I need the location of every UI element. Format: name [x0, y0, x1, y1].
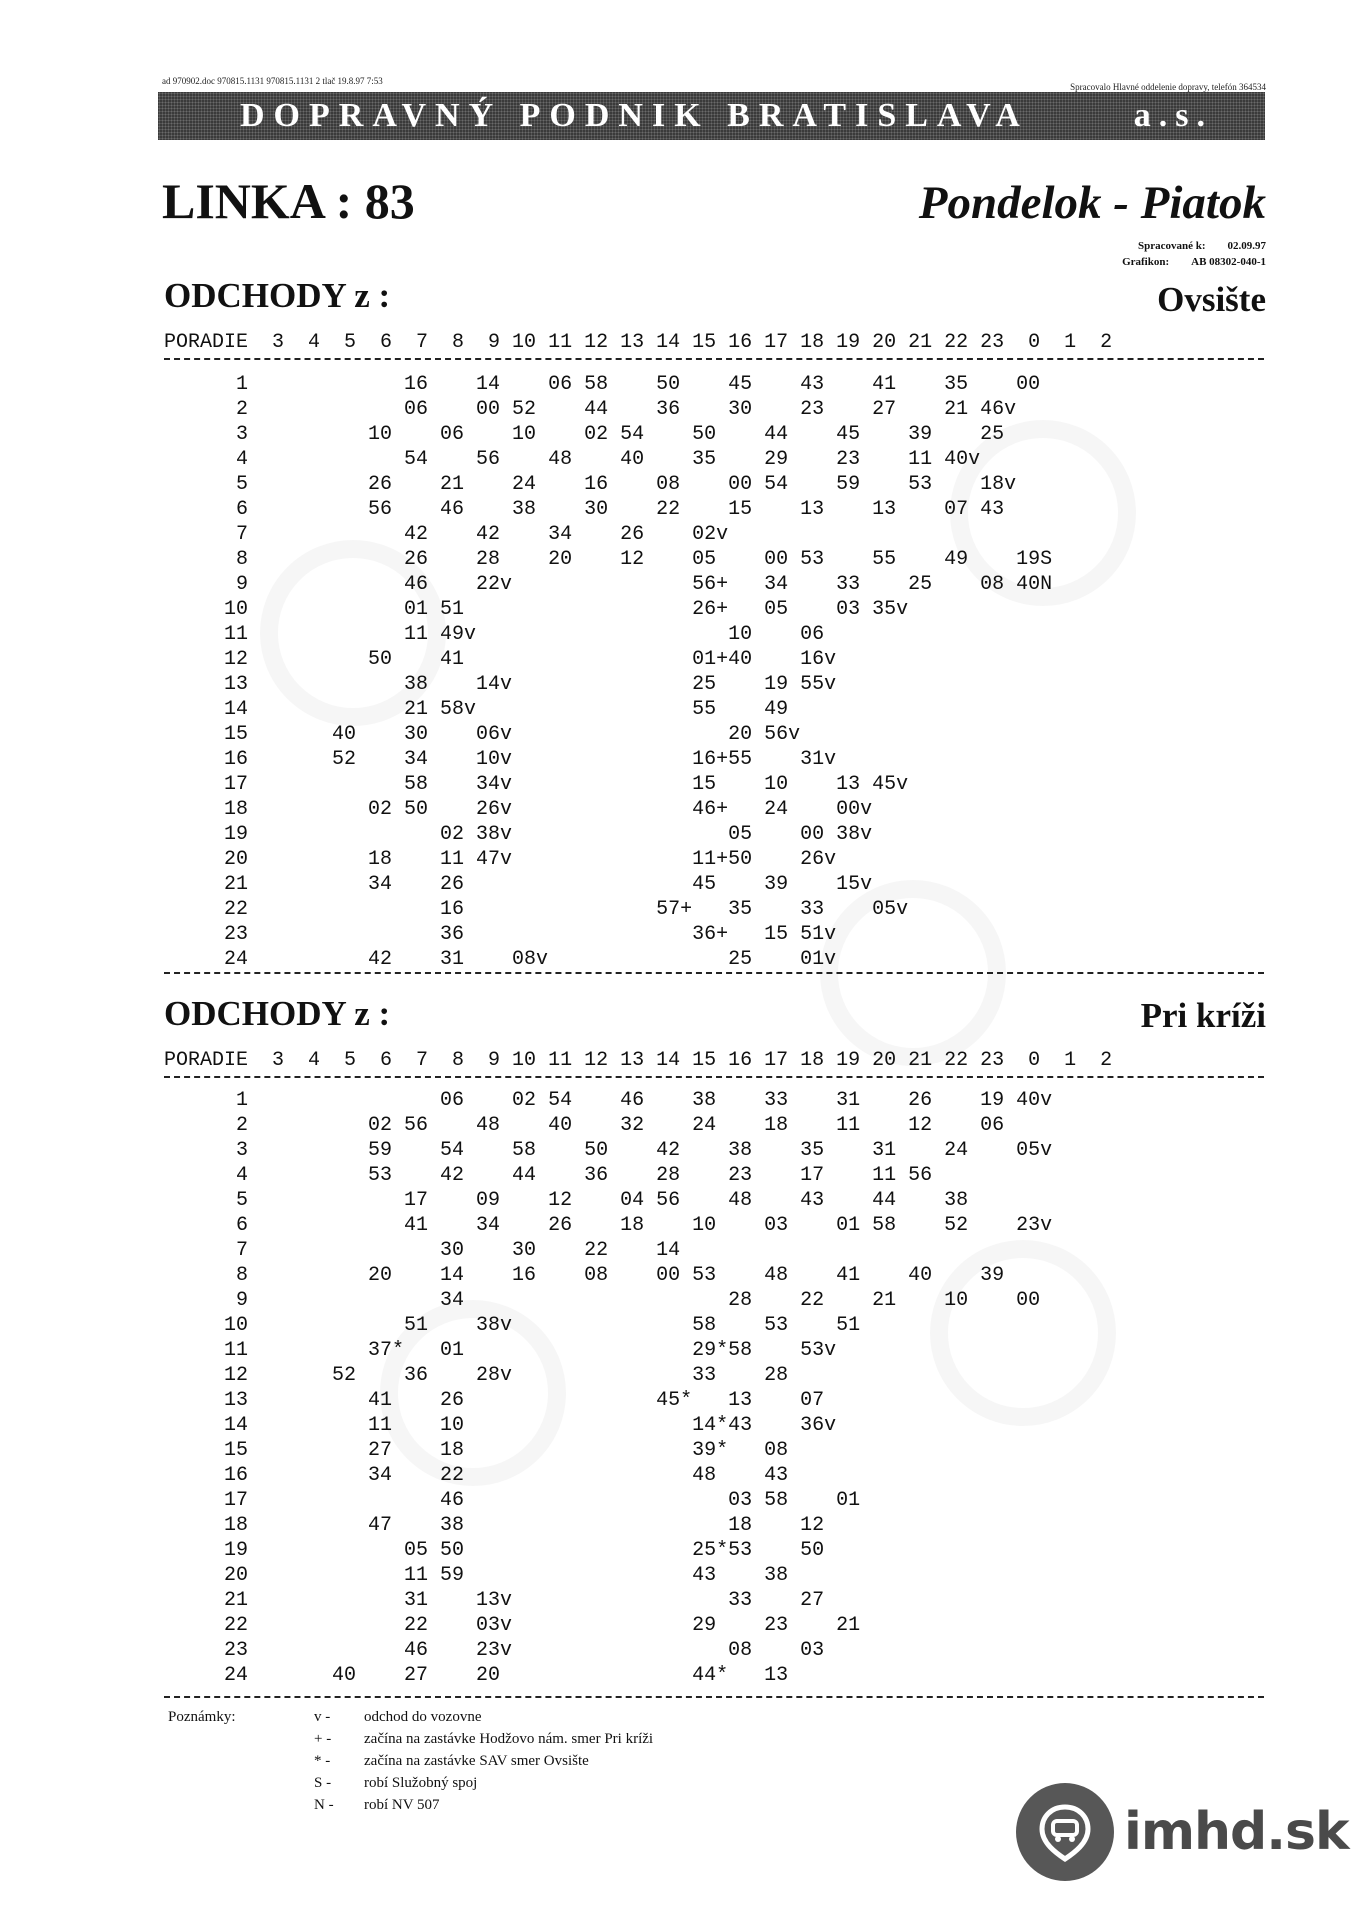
timetable-row: 14 11 10 14*43 36v — [164, 1414, 837, 1437]
timetable-row: 17 46 03 58 01 — [164, 1489, 861, 1512]
timetable-row: 5 26 21 24 16 08 00 54 59 53 18v — [164, 473, 1017, 496]
timetable-row: 18 47 38 18 12 — [164, 1514, 825, 1537]
timetable-row: 21 34 26 45 39 15v — [164, 873, 873, 896]
timetable-row: 11 11 49v 10 06 — [164, 623, 825, 646]
timetable-row: 12 52 36 28v 33 28 — [164, 1364, 789, 1387]
processed-date: 02.09.97 — [1227, 240, 1266, 252]
timetable-row: 24 40 27 20 44* 13 — [164, 1664, 789, 1687]
company-name: DOPRAVNÝ PODNIK BRATISLAVA — [240, 97, 1029, 134]
timetable-row: 1 16 14 06 58 50 45 43 41 35 00 — [164, 373, 1041, 396]
timetable-row: 2 02 56 48 40 32 24 18 11 12 06 — [164, 1114, 1005, 1137]
timetable-row: 5 17 09 12 04 56 48 43 44 38 — [164, 1189, 969, 1212]
note-symbol: + - — [314, 1731, 332, 1747]
timetable-row: 13 38 14v 25 19 55v — [164, 673, 837, 696]
imhd-logo-icon — [1016, 1783, 1114, 1881]
timetable-row: 2 06 00 52 44 36 30 23 27 21 46v — [164, 398, 1017, 421]
timetable-row: 23 36 36+ 15 51v — [164, 923, 837, 946]
note-item — [314, 1772, 1014, 1794]
stop-name-ovsiste: Ovsište — [1157, 280, 1266, 319]
timetable-row: 23 46 23v 08 03 — [164, 1639, 825, 1662]
processed-by: Spracovalo Hlavné oddelenie dopravy, telefón 364534 — [1070, 82, 1266, 92]
timetable-row: 14 21 58v 55 49 — [164, 698, 789, 721]
timetable-row: 6 41 34 26 18 10 03 01 58 52 23v — [164, 1214, 1053, 1237]
timetable-ovsiste — [164, 372, 1052, 972]
processed-label: Spracované k: — [1137, 240, 1206, 252]
timetable-row: 9 34 28 22 21 10 00 — [164, 1289, 1041, 1312]
line-title: LINKA : 83 — [162, 173, 415, 229]
timetable-row: 17 58 34v 15 10 13 45v — [164, 773, 909, 796]
grafikon-label: Grafikon: — [1122, 256, 1170, 268]
divider — [164, 1076, 1264, 1078]
timetable-row: 8 20 14 16 08 00 53 48 41 40 39 — [164, 1264, 1005, 1287]
timetable-row: 7 42 42 34 26 02v — [164, 523, 729, 546]
timetable-row: 15 40 30 06v 20 56v — [164, 723, 801, 746]
note-item — [314, 1706, 1014, 1728]
timetable-row: 22 16 57+ 35 33 05v — [164, 898, 909, 921]
notes-label: Poznámky: — [168, 1709, 236, 1725]
imhd-logo-text: imhd.sk — [1124, 1802, 1349, 1862]
timetable-pri-krizi — [164, 1088, 1052, 1688]
timetable-row: 15 27 18 39* 08 — [164, 1439, 789, 1462]
timetable-row: 24 42 31 08v 25 01v — [164, 948, 837, 971]
notes-list — [314, 1706, 1014, 1816]
divider — [164, 972, 1264, 974]
timetable-row: 3 10 06 10 02 54 50 44 45 39 25 — [164, 423, 1005, 446]
grafikon-value: AB 08302-040-1 — [1191, 256, 1266, 268]
hour-header-row: PORADIE 3 4 5 6 7 8 9 10 11 12 13 14 15 16 17 18 19 20 21 22 23 0 1 2 — [164, 331, 1113, 354]
timetable-row: 6 56 46 38 30 22 15 13 13 07 43 — [164, 498, 1005, 521]
timetable-row: 18 02 50 26v 46+ 24 00v — [164, 798, 873, 821]
divider — [164, 358, 1264, 360]
timetable-row: 20 18 11 47v 11+50 26v — [164, 848, 837, 871]
note-symbol: v - — [314, 1709, 331, 1725]
timetable-row: 11 37* 01 29*58 53v — [164, 1339, 837, 1362]
timetable-row: 13 41 26 45* 13 07 — [164, 1389, 825, 1412]
note-item — [314, 1728, 1014, 1750]
timetable-row: 4 53 42 44 36 28 23 17 11 56 — [164, 1164, 933, 1187]
processing-info — [1122, 238, 1266, 270]
divider — [164, 1696, 1264, 1698]
timetable-row: 7 30 30 22 14 — [164, 1239, 681, 1262]
timetable-row: 3 59 54 58 50 42 38 35 31 24 05v — [164, 1139, 1053, 1162]
timetable-row: 19 05 50 25*53 50 — [164, 1539, 825, 1562]
timetable-row: 19 02 38v 05 00 38v — [164, 823, 873, 846]
note-item — [314, 1750, 1014, 1772]
timetable-row: 20 11 59 43 38 — [164, 1564, 789, 1587]
note-text: začína na zastávke Hodžovo nám. smer Pri kríži — [364, 1731, 654, 1747]
company-suffix: a.s. — [1133, 97, 1213, 134]
departures-title: ODCHODY z : — [164, 276, 391, 315]
timetable-row: 12 50 41 01+40 16v — [164, 648, 837, 671]
note-text: robí NV 507 — [364, 1797, 440, 1813]
imhd-logo[interactable] — [1016, 1783, 1349, 1881]
note-item — [314, 1794, 1014, 1816]
timetable-row: 22 22 03v 29 23 21 — [164, 1614, 861, 1637]
note-symbol: * - — [314, 1753, 331, 1769]
operating-days: Pondelok - Piatok — [918, 177, 1266, 229]
file-info: ad 970902.doc 970815.1131 970815.1131 2 tlač 19.8.97 7:53 — [162, 76, 383, 86]
note-text: začína na zastávke SAV smer Ovsište — [364, 1753, 589, 1769]
timetable-row: 21 31 13v 33 27 — [164, 1589, 825, 1612]
timetable-row: 1 06 02 54 46 38 33 31 26 19 40v — [164, 1089, 1053, 1112]
timetable-row: 16 34 22 48 43 — [164, 1464, 789, 1487]
timetable-row: 16 52 34 10v 16+55 31v — [164, 748, 837, 771]
timetable-row: 8 26 28 20 12 05 00 53 55 49 19S — [164, 548, 1053, 571]
departures-title: ODCHODY z : — [164, 994, 391, 1033]
timetable-row: 9 46 22v 56+ 34 33 25 08 40N — [164, 573, 1053, 596]
hour-header-row: PORADIE 3 4 5 6 7 8 9 10 11 12 13 14 15 16 17 18 19 20 21 22 23 0 1 2 — [164, 1049, 1113, 1072]
timetable-row: 4 54 56 48 40 35 29 23 11 40v — [164, 448, 981, 471]
note-text: robí Služobný spoj — [364, 1775, 478, 1791]
timetable-row: 10 51 38v 58 53 51 — [164, 1314, 861, 1337]
note-symbol: N - — [314, 1797, 334, 1813]
timetable-row: 10 01 51 26+ 05 03 35v — [164, 598, 909, 621]
company-banner — [158, 92, 1265, 140]
note-symbol: S - — [314, 1775, 332, 1791]
note-text: odchod do vozovne — [364, 1709, 482, 1725]
stop-name-pri-krizi: Pri kríži — [1140, 996, 1266, 1035]
